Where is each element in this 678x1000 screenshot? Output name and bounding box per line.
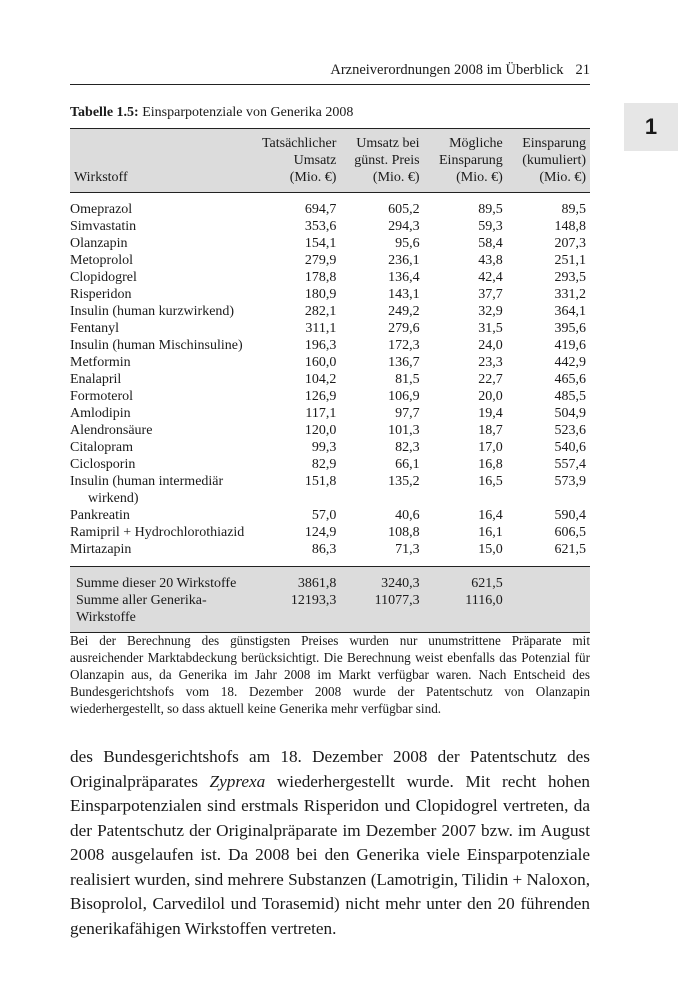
table-row — [70, 269, 590, 286]
table-row — [70, 405, 590, 422]
cell-value: 89,5 — [478, 202, 503, 217]
cell-value: 331,2 — [554, 287, 586, 302]
cell-value: 294,3 — [388, 219, 420, 234]
cell-value: 143,1 — [388, 287, 420, 302]
cell-value: 311,1 — [305, 321, 337, 336]
cell-value: 196,3 — [304, 338, 337, 353]
cell-value: 136,4 — [388, 270, 420, 285]
cell-wirkstoff-continuation: wirkend) — [88, 491, 139, 506]
cell-value: 108,8 — [388, 525, 420, 540]
cell-wirkstoff: Formoterol — [70, 389, 133, 404]
cell-value: 180,9 — [304, 287, 337, 302]
cell-value: 16,1 — [478, 525, 503, 540]
running-head-title: Arzneiverordnungen 2008 im Überblick — [330, 62, 564, 78]
sum-value — [507, 567, 590, 593]
sum-label: Summe aller Generika- Wirkstoffe — [70, 592, 257, 633]
cell-value: 293,5 — [554, 270, 586, 285]
cell-value: 16,8 — [478, 457, 503, 472]
cell-value: 86,3 — [311, 542, 337, 557]
running-head — [70, 62, 590, 85]
table-row — [70, 235, 590, 252]
body-text-italic: Zyprexa — [209, 771, 266, 791]
chapter-tab: 1 — [624, 103, 678, 151]
cell-value: 590,4 — [554, 508, 586, 523]
cell-value: 66,1 — [395, 457, 420, 472]
cell-wirkstoff: Metformin — [70, 355, 131, 370]
cell-value: 279,6 — [388, 321, 420, 336]
header-possible-savings: Mögliche Einsparung (Mio. €) — [424, 129, 507, 193]
body-text-part2: wiederhergestellt wurde. Mit recht hohen Einsparpotenzialen sind erstmals Risperidon und Clopidogrel vertreten, da der Patentschutz der Originalpräparate im Dezember 2007 bzw. im August 2008 ausgelaufen ist. Da 2008 bei den Generika viele Einsparpotenziale realisiert wurden, sind mehrere Substanzen (Lamotrigin, Tilidin + Naloxon, Bisoprolol, Carvedilol und Torasemid) nicht mehr unter den 20 führenden generikafähigen Wirkstoffen vertreten. — [70, 771, 590, 938]
cell-value: 557,4 — [554, 457, 586, 472]
cell-value: 99,3 — [311, 440, 337, 455]
cell-value: 97,7 — [395, 406, 420, 421]
cell-value: 71,3 — [395, 542, 420, 557]
cell-value: 178,8 — [304, 270, 337, 285]
cell-value: 485,5 — [554, 389, 586, 404]
table-row — [70, 337, 590, 354]
cell-wirkstoff: Enalapril — [70, 372, 122, 387]
header-revenue-cheapest: Umsatz bei günst. Preis (Mio. €) — [340, 129, 423, 193]
body-text-part1: des Bundesgerichtshofs am 18. Dezember 2008 der Patentschutz des Originalpräparates — [70, 747, 590, 791]
cell-wirkstoff: Ciclosporin — [70, 457, 136, 472]
cell-value: 104,2 — [304, 372, 337, 387]
table-row — [70, 218, 590, 235]
cell-value: 82,9 — [311, 457, 337, 472]
table-row — [70, 507, 590, 524]
table-body — [70, 193, 590, 567]
cell-value: 126,9 — [304, 389, 337, 404]
table-row — [70, 286, 590, 303]
cell-wirkstoff: Clopidogrel — [70, 270, 137, 285]
table-row — [70, 456, 590, 473]
table-row — [70, 320, 590, 337]
table-caption-label: Tabelle 1.5: — [70, 105, 139, 120]
cell-wirkstoff: Insulin (human kurzwirkend) — [70, 304, 235, 319]
savings-table-container — [70, 128, 590, 633]
table-row — [70, 422, 590, 439]
cell-value: 154,1 — [304, 236, 337, 251]
cell-value: 207,3 — [554, 236, 586, 251]
cell-value: 249,2 — [388, 304, 420, 319]
cell-value: 59,3 — [478, 219, 503, 234]
cell-value: 442,9 — [554, 355, 586, 370]
cell-value: 160,0 — [304, 355, 337, 370]
cell-wirkstoff: Fentanyl — [70, 321, 119, 336]
table-header-row — [70, 129, 590, 193]
cell-value: 81,5 — [395, 372, 420, 387]
cell-value: 20,0 — [478, 389, 503, 404]
savings-table — [70, 128, 590, 633]
header-actual-revenue: Tatsächlicher Umsatz (Mio. €) — [257, 129, 340, 193]
cell-value: 621,5 — [554, 542, 586, 557]
cell-wirkstoff: Metoprolol — [70, 253, 133, 268]
cell-value: 605,2 — [388, 202, 420, 217]
table-row — [70, 439, 590, 456]
cell-value: 117,1 — [305, 406, 337, 421]
cell-wirkstoff: Ramipril + Hydrochlorothiazid — [70, 525, 245, 540]
cell-value: 19,4 — [478, 406, 503, 421]
cell-value: 504,9 — [554, 406, 586, 421]
cell-wirkstoff: Mirtazapin — [70, 542, 132, 557]
cell-value: 282,1 — [304, 304, 337, 319]
cell-value: 136,7 — [388, 355, 420, 370]
cell-value: 18,7 — [478, 423, 503, 438]
cell-wirkstoff: Insulin (human intermediär wirkend) — [70, 473, 257, 507]
header-cumulative-savings: Einsparung (kumuliert) (Mio. €) — [507, 129, 590, 193]
cell-value: 106,9 — [388, 389, 420, 404]
cell-value: 419,6 — [554, 338, 586, 353]
cell-value: 523,6 — [554, 423, 586, 438]
cell-value: 573,9 — [554, 474, 586, 489]
cell-wirkstoff: Insulin (human Mischinsuline) — [70, 338, 243, 353]
table-sums — [70, 567, 590, 633]
sum-value: 11077,3 — [340, 592, 423, 633]
table-row — [70, 541, 590, 567]
table-row — [70, 252, 590, 269]
cell-wirkstoff: Risperidon — [70, 287, 132, 302]
cell-value: 89,5 — [561, 202, 586, 217]
sum-value: 3861,8 — [257, 567, 340, 593]
table-row — [70, 303, 590, 320]
cell-value: 37,7 — [478, 287, 503, 302]
cell-value: 364,1 — [554, 304, 586, 319]
cell-value: 42,4 — [478, 270, 503, 285]
sum-value: 621,5 — [424, 567, 507, 593]
table-caption — [70, 105, 353, 121]
cell-value: 135,2 — [388, 474, 420, 489]
cell-value: 172,3 — [388, 338, 420, 353]
cell-value: 82,3 — [395, 440, 420, 455]
sum-label: Summe dieser 20 Wirkstoffe — [70, 567, 257, 593]
cell-value: 23,3 — [478, 355, 503, 370]
body-paragraph — [70, 745, 590, 941]
cell-value: 120,0 — [304, 423, 337, 438]
table-row — [70, 524, 590, 541]
cell-wirkstoff: Citalopram — [70, 440, 133, 455]
sum-row — [70, 592, 590, 633]
table-row — [70, 354, 590, 371]
cell-value: 24,0 — [478, 338, 503, 353]
cell-value: 17,0 — [478, 440, 503, 455]
cell-wirkstoff: Amlodipin — [70, 406, 131, 421]
header-wirkstoff: Wirkstoff — [70, 129, 257, 193]
cell-value: 148,8 — [554, 219, 586, 234]
cell-wirkstoff: Pankreatin — [70, 508, 130, 523]
cell-value: 15,0 — [478, 542, 503, 557]
cell-value: 22,7 — [478, 372, 503, 387]
cell-wirkstoff: Omeprazol — [70, 202, 133, 217]
table-footnote: Bei der Berechnung des günstigsten Preises wurden nur unumstrittene Präparate mit ausreichender Marktabdeckung berücksichtigt. Die Berechnung weist ebenfalls das Potenzial für Olanzapin aus, da Generika im Jahr 2008 im Markt verfügbar waren. Nach Entscheid des Bundesgerichtshofs vom 18. Dezember 2008 wurde der Patentschutz von Olanzapin wiederhergestellt, so dass aktuell keine Generika mehr verfügbar sind. — [70, 633, 590, 716]
table-caption-text: Einsparpotenziale von Generika 2008 — [142, 105, 354, 120]
table-row — [70, 473, 590, 507]
sum-row — [70, 567, 590, 593]
cell-value: 279,9 — [304, 253, 337, 268]
cell-value: 353,6 — [304, 219, 337, 234]
cell-value: 57,0 — [311, 508, 337, 523]
cell-value: 31,5 — [478, 321, 503, 336]
cell-value: 395,6 — [554, 321, 586, 336]
sum-value: 12193,3 — [257, 592, 340, 633]
cell-value: 16,5 — [478, 474, 503, 489]
cell-value: 124,9 — [304, 525, 337, 540]
cell-value: 606,5 — [554, 525, 586, 540]
sum-value: 3240,3 — [340, 567, 423, 593]
sum-value: 1116,0 — [424, 592, 507, 633]
table-row — [70, 371, 590, 388]
cell-value: 101,3 — [388, 423, 420, 438]
cell-value: 251,1 — [554, 253, 586, 268]
cell-value: 43,8 — [478, 253, 503, 268]
sum-label-continuation: Wirkstoffe — [76, 610, 136, 625]
cell-value: 694,7 — [304, 202, 337, 217]
cell-value: 236,1 — [388, 253, 420, 268]
cell-value: 58,4 — [478, 236, 503, 251]
sum-value — [507, 592, 590, 633]
cell-wirkstoff: Simvastatin — [70, 219, 137, 234]
cell-wirkstoff: Alendronsäure — [70, 423, 153, 438]
table-row — [70, 388, 590, 405]
table-row — [70, 193, 590, 219]
cell-value: 465,6 — [554, 372, 586, 387]
cell-value: 95,6 — [395, 236, 420, 251]
cell-value: 32,9 — [478, 304, 503, 319]
page-number: 21 — [575, 62, 590, 78]
cell-value: 40,6 — [395, 508, 420, 523]
cell-value: 540,6 — [554, 440, 586, 455]
cell-value: 16,4 — [478, 508, 503, 523]
cell-wirkstoff: Olanzapin — [70, 236, 128, 251]
cell-value: 151,8 — [304, 474, 337, 489]
